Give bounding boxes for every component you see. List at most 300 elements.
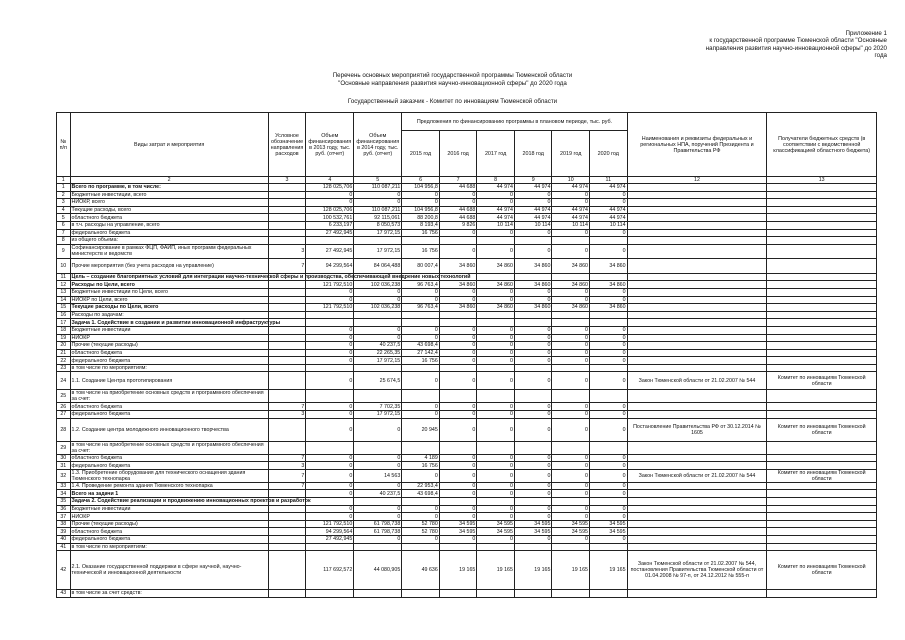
table-cell: 84 064,488 [354,258,402,273]
table-cell: федерального бюджета [70,229,268,237]
table-cell: 0 [590,372,628,390]
table-row [57,199,877,207]
table-cell: 34 860 [590,304,628,312]
table-cell: Бюджетные инвестиции по Цели, всего [70,288,268,296]
table-row [57,513,877,521]
table-cell [306,441,354,454]
table-cell [767,342,877,350]
table-cell: 0 [477,349,515,357]
table-cell: федерального бюджета [70,536,268,544]
table-cell [767,191,877,199]
table-cell: 0 [439,288,477,296]
table-cell [268,342,306,350]
table-row [57,349,877,357]
table-cell: 0 [306,482,354,490]
table-cell: 0 [552,357,590,365]
table-cell [268,551,306,590]
table-cell: 34 [57,490,71,498]
table-row [57,281,877,289]
table-cell: 34 595 [439,520,477,528]
table-cell [268,543,306,551]
table-cell [590,543,628,551]
table-cell [402,311,440,319]
table-cell: 52 780 [402,528,440,536]
table-cell [627,403,767,411]
table-cell: Закон Тюменской области от 21.02.2007 № 544, постановления Правительства Тюменской области от 01.04.2008 № 97-п, от 24.12.2012 № 555-п [627,551,767,590]
table-cell [627,319,767,327]
table-cell [552,590,590,598]
table-row [57,490,877,498]
table-cell: 0 [590,403,628,411]
table-cell: 0 [477,418,515,441]
table-cell: 34 860 [514,304,552,312]
header-num: № п/п [57,113,71,177]
table-cell: 0 [402,296,440,304]
table-cell: 10 114 [477,221,515,229]
table-cell: 0 [354,505,402,513]
table-cell [268,349,306,357]
table-row [57,536,877,544]
table-cell: 0 [552,342,590,350]
table-cell: 94 299,564 [306,528,354,536]
table-cell: 52 780 [402,520,440,528]
table-cell [627,364,767,372]
table-cell: областного бюджета [70,403,268,411]
table-cell: 0 [306,296,354,304]
table-cell: 0 [477,199,515,207]
table-cell: Закон Тюменской области от 21.02.2007 № 544 [627,469,767,482]
table-cell: 0 [439,411,477,419]
table-cell: 26 [57,403,71,411]
table-cell [552,237,590,245]
table-cell: 80 007,4 [402,258,440,273]
table-cell: Прочие (текущие расходы) [70,520,268,528]
table-cell: 44 974 [477,184,515,192]
table-row [57,304,877,312]
table-cell: 22 953,4 [402,482,440,490]
table-cell: 0 [514,454,552,462]
table-cell [627,543,767,551]
table-cell: Текущие расходы по Цели, всего [70,304,268,312]
table-cell: Комитет по инновациям Тюменской области [767,418,877,441]
table-row [57,334,877,342]
table-cell [268,221,306,229]
table-cell: 0 [552,326,590,334]
table-cell [627,349,767,357]
table-cell: 7 [57,229,71,237]
table-cell: 0 [552,505,590,513]
table-cell [627,498,767,506]
table-cell [402,390,440,403]
table-cell: 41 [57,543,71,551]
table-row [57,258,877,273]
table-cell [552,311,590,319]
table-cell [306,543,354,551]
table-cell [268,184,306,192]
table-cell: 0 [402,372,440,390]
table-cell: 0 [477,296,515,304]
header-2016: 2016 год [439,131,477,177]
table-cell: 27 492,945 [306,244,354,258]
table-cell [354,441,402,454]
table-cell [627,390,767,403]
table-cell [767,536,877,544]
table-cell [514,364,552,372]
table-cell [767,184,877,192]
table-cell: 121 792,510 [306,520,354,528]
table-cell [268,528,306,536]
table-row [57,505,877,513]
table-cell: 0 [354,513,402,521]
table-cell [268,199,306,207]
table-cell: 34 595 [477,528,515,536]
table-cell: 0 [552,288,590,296]
table-cell [627,237,767,245]
table-cell [627,441,767,454]
table-cell [627,258,767,273]
table-cell [268,513,306,521]
table-cell [402,590,440,598]
table-cell: 102 036,238 [354,281,402,289]
table-cell: 34 595 [590,520,628,528]
table-cell [477,319,515,327]
table-cell: 0 [306,403,354,411]
table-cell [627,273,767,281]
table-cell [627,454,767,462]
table-cell: 34 860 [552,258,590,273]
table-row [57,326,877,334]
table-cell: 32 [57,469,71,482]
table-cell: 27 [57,411,71,419]
table-cell: 128 025,706 [306,184,354,192]
table-cell: НИОКР [70,513,268,521]
table-cell: 0 [354,536,402,544]
table-cell: 17 972,15 [354,357,402,365]
table-cell [627,334,767,342]
table-cell: 0 [590,342,628,350]
table-cell: 0 [590,326,628,334]
table-cell [767,454,877,462]
table-cell: 0 [306,490,354,498]
table-cell: 100 532,761 [306,214,354,222]
header-recipient: Получатели бюджетных средств (в соответствии с ведомственной классификацией областного бюджета) [767,113,877,177]
table-cell: 0 [477,288,515,296]
table-cell: 0 [590,513,628,521]
table-cell: 0 [402,411,440,419]
table-cell [627,536,767,544]
table-cell: 0 [439,357,477,365]
table-cell: 104 956,8 [402,206,440,214]
table-cell [590,390,628,403]
table-cell: 0 [477,411,515,419]
table-cell: областного бюджета [70,528,268,536]
table-cell: 0 [514,288,552,296]
table-cell [439,237,477,245]
table-cell: 0 [514,536,552,544]
table-cell: 0 [439,403,477,411]
table-cell: Бюджетные инвестиции [70,326,268,334]
table-cell: 94 299,564 [306,258,354,273]
table-cell [590,590,628,598]
table-row [57,296,877,304]
table-cell: 0 [514,229,552,237]
table-row [57,551,877,590]
table-cell: 0 [306,199,354,207]
table-cell: 0 [552,244,590,258]
table-cell: 17 972,15 [354,411,402,419]
table-cell [477,590,515,598]
table-cell: 0 [306,505,354,513]
table-cell: 0 [354,418,402,441]
table-cell: 12 [57,281,71,289]
table-cell: 0 [439,490,477,498]
table-cell: 92 115,061 [354,214,402,222]
table-cell: 19 165 [552,551,590,590]
table-row [57,288,877,296]
table-cell: 0 [477,536,515,544]
table-cell [306,237,354,245]
table-cell: 0 [306,334,354,342]
table-cell: 16 756 [402,462,440,470]
column-number: 6 [402,177,440,184]
table-cell: 34 595 [514,520,552,528]
table-cell: 0 [477,490,515,498]
table-cell: 7 702,35 [354,403,402,411]
table-cell: областного бюджета [70,454,268,462]
table-row [57,364,877,372]
table-cell: Текущие расходы, всего [70,206,268,214]
table-cell: 14 563 [354,469,402,482]
table-cell [354,237,402,245]
table-cell: 0 [439,513,477,521]
table-cell: 0 [354,288,402,296]
table-cell [767,505,877,513]
appendix-line: к государственной программе Тюменской области "Основные [709,37,887,45]
table-cell: федерального бюджета [70,462,268,470]
table-cell [767,199,877,207]
header-name: Виды затрат и мероприятия [70,113,268,177]
table-cell: 0 [402,191,440,199]
table-cell: 0 [590,482,628,490]
table-cell [627,244,767,258]
table-cell [627,342,767,350]
table-cell [354,498,402,506]
table-cell [268,326,306,334]
table-cell: 0 [402,536,440,544]
table-cell: 34 595 [552,528,590,536]
table-row [57,319,877,327]
table-cell: Прочие (текущие расходы) [70,342,268,350]
table-cell [439,543,477,551]
table-cell: 0 [477,342,515,350]
table-cell [268,288,306,296]
table-cell [306,498,354,506]
table-cell: 1.2. Создание центра молодежного инновационного творчества [70,418,268,441]
table-cell: федерального бюджета [70,411,268,419]
table-cell [402,237,440,245]
table-cell [402,498,440,506]
table-cell: 0 [552,454,590,462]
header-code: Условное обозначение направления расходов [268,113,306,177]
appendix-note [647,30,887,60]
table-cell [552,498,590,506]
table-cell: 0 [354,462,402,470]
table-cell: 0 [439,482,477,490]
column-number: 10 [552,177,590,184]
table-cell: 0 [514,482,552,490]
table-cell: 25 674,5 [354,372,402,390]
table-cell: Бюджетные инвестиции [70,505,268,513]
table-cell [477,390,515,403]
table-cell [627,357,767,365]
table-cell [767,221,877,229]
table-row [57,273,877,281]
table-cell [268,418,306,441]
table-cell: областного бюджета [70,214,268,222]
table-cell: 0 [552,199,590,207]
table-cell [590,498,628,506]
table-cell [552,273,590,281]
table-cell [268,214,306,222]
table-cell [402,543,440,551]
table-cell: 0 [477,505,515,513]
table-cell [627,191,767,199]
table-cell: 0 [590,349,628,357]
table-cell: 2.1. Оказание государственной поддержки в сфере научной, научно-технической и инновационной деятельности [70,551,268,590]
table-cell: 16 756 [402,244,440,258]
table-cell: 1.4. Проведение ремонта здания Тюменского технопарка [70,482,268,490]
table-cell: 34 595 [552,520,590,528]
table-cell [767,229,877,237]
table-cell [627,296,767,304]
table-cell: 0 [439,342,477,350]
table-cell [627,311,767,319]
table-cell [514,319,552,327]
header-2018: 2018 год [514,131,552,177]
table-cell: 0 [590,418,628,441]
table-cell: 0 [477,469,515,482]
table-cell: в том числе на приобретение основных средств и программного обеспечения за счет: [70,390,268,403]
table-cell: 0 [402,513,440,521]
table-cell [268,304,306,312]
table-cell: Цель – создание благоприятных условий для интеграции научно-технической сферы и производства, обеспечивающей внедрение новых технологий [71,274,471,281]
table-row [57,214,877,222]
table-cell [354,390,402,403]
table-cell [767,311,877,319]
table-cell: 44 974 [514,184,552,192]
table-cell [767,349,877,357]
table-cell [268,334,306,342]
table-cell: 0 [354,454,402,462]
table-cell: 4 [57,206,71,214]
table-cell: 0 [402,403,440,411]
table-cell: 10 114 [552,221,590,229]
table-cell [627,304,767,312]
table-cell: 0 [552,462,590,470]
table-cell: 0 [477,372,515,390]
table-cell: 0 [306,418,354,441]
table-cell [627,214,767,222]
table-cell: из общего объема: [70,237,268,245]
column-number: 13 [767,177,877,184]
table-cell: 0 [439,191,477,199]
column-number: 3 [268,177,306,184]
table-cell [767,490,877,498]
table-cell: 34 860 [439,281,477,289]
table-cell: 34 860 [477,304,515,312]
table-cell [268,229,306,237]
table-cell: 22 [57,357,71,365]
table-cell [627,229,767,237]
table-cell [439,319,477,327]
table-cell: 0 [306,357,354,365]
table-cell: 121 792,510 [306,281,354,289]
table-cell [627,528,767,536]
table-cell [268,390,306,403]
table-cell: 27 142,4 [402,349,440,357]
table-cell [306,319,354,327]
table-cell [627,505,767,513]
table-cell: 0 [439,536,477,544]
table-cell: НИОКР, всего [70,199,268,207]
table-cell [514,498,552,506]
table-cell [627,326,767,334]
table-cell: 7 [268,469,306,482]
table-cell: 61 798,738 [354,528,402,536]
table-cell [306,390,354,403]
table-cell: 43 [57,590,71,598]
table-cell [268,441,306,454]
table-cell [268,191,306,199]
table-cell [627,281,767,289]
table-cell [590,364,628,372]
table-cell: 10 [57,258,71,273]
table-cell: в т.ч. расходы на управление, всего [70,221,268,229]
table-cell [767,258,877,273]
table-row [57,418,877,441]
table-row [57,206,877,214]
table-cell [590,273,628,281]
table-cell [767,304,877,312]
table-cell [439,364,477,372]
table-cell: 0 [306,288,354,296]
table-cell [767,513,877,521]
table-cell: 0 [477,513,515,521]
table-cell: 0 [514,199,552,207]
table-cell: 0 [514,418,552,441]
table-cell: 44 688 [439,214,477,222]
table-row [57,237,877,245]
table-cell: 0 [590,411,628,419]
table-cell: Комитет по инновациям Тюменской области [767,372,877,390]
document-title [0,72,905,87]
table-cell: 110 087,211 [354,206,402,214]
table-cell: 3 [57,199,71,207]
table-row [57,543,877,551]
table-cell: 0 [552,482,590,490]
table-cell: 49 636 [402,551,440,590]
table-cell [627,520,767,528]
table-cell: Задача 2. Содействие реализации и продвижению инновационных проектов и разработок [71,498,311,505]
table-cell: 0 [590,536,628,544]
table-cell: Всего по программе, в том числе: [70,184,268,192]
table-cell: 34 595 [477,520,515,528]
table-cell [402,441,440,454]
table-cell: 0 [552,296,590,304]
table-cell: 3 [268,244,306,258]
table-cell [354,590,402,598]
table-cell: 0 [514,411,552,419]
